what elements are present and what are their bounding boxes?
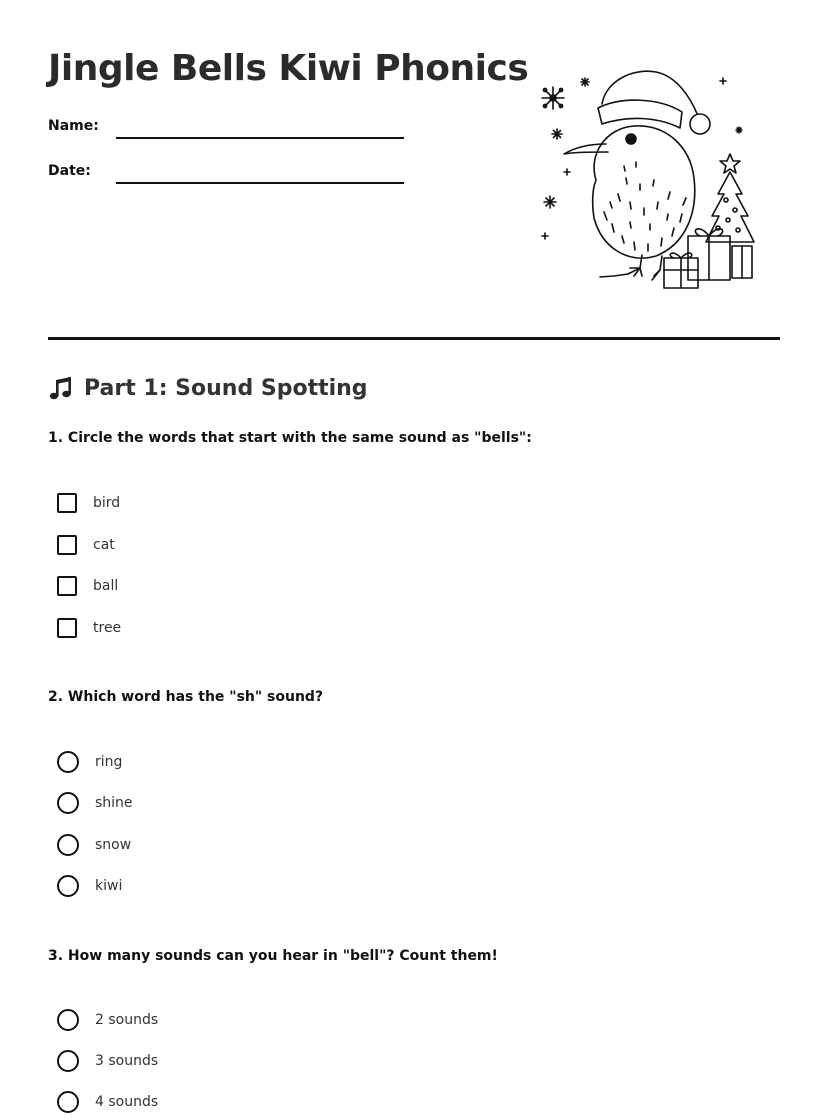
- option-label: shine: [95, 795, 133, 811]
- name-label: Name:: [48, 118, 99, 134]
- checkbox[interactable]: [57, 535, 77, 555]
- option-label: cat: [93, 537, 115, 553]
- option-label: 4 sounds: [95, 1094, 159, 1110]
- question-3: 3. How many sounds can you hear in "bell"? Count them!: [48, 948, 498, 964]
- checkbox[interactable]: [57, 493, 77, 513]
- radio-button[interactable]: [57, 1091, 79, 1113]
- option-label: tree: [93, 620, 122, 636]
- q2-option-snow[interactable]: [57, 832, 131, 858]
- worksheet-title: Jingle Bells Kiwi Phonics: [48, 48, 529, 89]
- q1-option-bird[interactable]: [57, 490, 120, 516]
- section-divider: [48, 337, 780, 340]
- radio-button[interactable]: [57, 875, 79, 897]
- radio-button[interactable]: [57, 792, 79, 814]
- q1-option-cat[interactable]: [57, 532, 115, 558]
- q1-option-ball[interactable]: [57, 573, 118, 599]
- q2-option-shine[interactable]: [57, 790, 133, 816]
- santa-hat-icon: [598, 71, 710, 134]
- q3-option-2-sounds[interactable]: [57, 1007, 158, 1033]
- q1-option-tree[interactable]: [57, 615, 121, 641]
- part1-heading-text: Part 1: Sound Spotting: [84, 375, 368, 401]
- kiwi-icon: [564, 126, 695, 280]
- option-label: 3 sounds: [95, 1053, 159, 1069]
- christmas-tree-icon: [706, 154, 754, 242]
- radio-button[interactable]: [57, 751, 79, 773]
- q3-option-3-sounds[interactable]: [57, 1048, 158, 1074]
- date-label: Date:: [48, 163, 91, 179]
- option-label: 2 sounds: [95, 1012, 159, 1028]
- music-note-icon: [48, 374, 74, 402]
- option-label: ring: [95, 754, 123, 770]
- q3-option-4-sounds[interactable]: [57, 1089, 158, 1115]
- option-label: ball: [93, 578, 119, 594]
- question-2: 2. Which word has the "sh" sound?: [48, 689, 324, 705]
- option-label: kiwi: [95, 878, 123, 894]
- q2-option-ring[interactable]: [57, 749, 122, 775]
- option-label: snow: [95, 837, 132, 853]
- radio-button[interactable]: [57, 1009, 79, 1031]
- kiwi-christmas-illustration: [530, 62, 770, 300]
- radio-button[interactable]: [57, 834, 79, 856]
- q2-option-kiwi[interactable]: [57, 873, 122, 899]
- date-field[interactable]: [116, 182, 404, 184]
- checkbox[interactable]: [57, 576, 77, 596]
- radio-button[interactable]: [57, 1050, 79, 1072]
- name-field[interactable]: [116, 137, 404, 139]
- question-1: 1. Circle the words that start with the same sound as "bells":: [48, 430, 532, 446]
- part1-heading: [48, 374, 368, 402]
- checkbox[interactable]: [57, 618, 77, 638]
- option-label: bird: [93, 495, 121, 511]
